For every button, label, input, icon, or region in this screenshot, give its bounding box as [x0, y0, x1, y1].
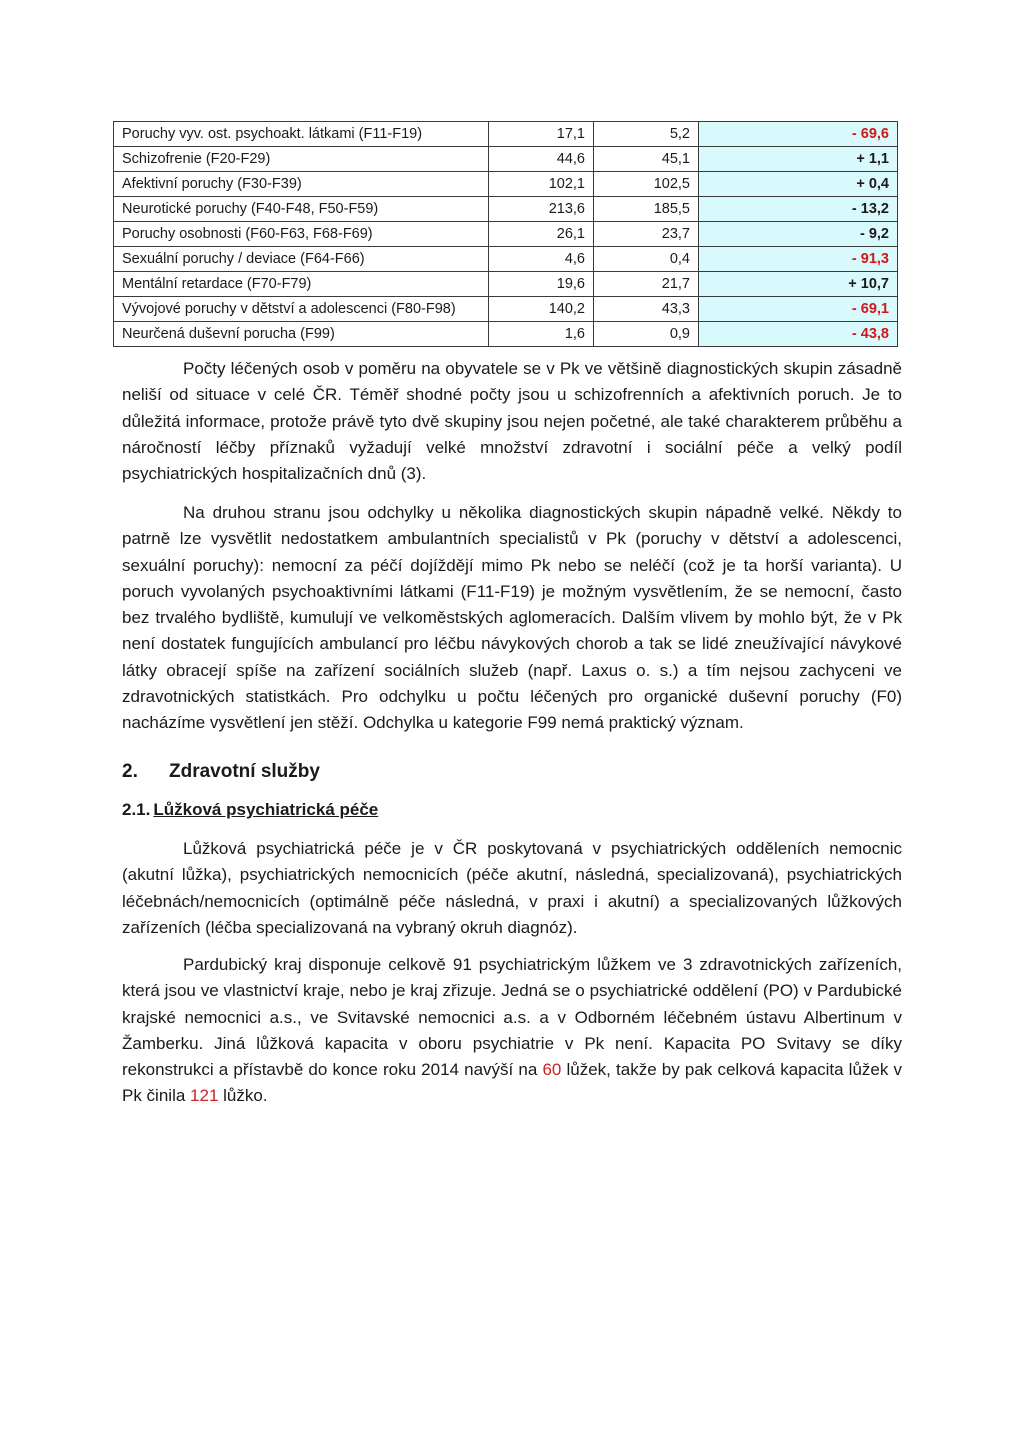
row-value-1: 140,2 — [489, 297, 594, 322]
row-label: Neurotické poruchy (F40-F48, F50-F59) — [114, 197, 489, 222]
table-row — [114, 197, 898, 222]
row-label: Sexuální poruchy / deviace (F64-F66) — [114, 247, 489, 272]
row-value-1: 102,1 — [489, 172, 594, 197]
row-value-2: 43,3 — [594, 297, 699, 322]
table-row — [114, 322, 898, 347]
row-label: Poruchy vyv. ost. psychoakt. látkami (F11-F19) — [114, 122, 489, 147]
row-value-2: 23,7 — [594, 222, 699, 247]
row-difference: - 13,2 — [699, 197, 898, 222]
row-value-2: 21,7 — [594, 272, 699, 297]
row-difference: + 10,7 — [699, 272, 898, 297]
row-value-2: 102,5 — [594, 172, 699, 197]
row-label: Mentální retardace (F70-F79) — [114, 272, 489, 297]
paragraph-inpatient-care: Lůžková psychiatrická péče je v ČR poskytovaná v psychiatrických odděleních nemocnic (akutní lůžka), psychiatrických nemocnicích (péče akutní, následná, specializovaná), psychiatrických léčebnách/nemocnicích (optimálně péče následná, v praxi i akutní) a specializovaných lůžkových zařízeních (léčba specializovaná na vybraný okruh diagnóz). — [122, 839, 902, 937]
row-value-1: 17,1 — [489, 122, 594, 147]
row-difference: - 91,3 — [699, 247, 898, 272]
row-value-2: 0,4 — [594, 247, 699, 272]
row-label: Vývojové poruchy v dětství a adolescenci (F80-F98) — [114, 297, 489, 322]
row-value-1: 44,6 — [489, 147, 594, 172]
row-label: Neurčená duševní porucha (F99) — [114, 322, 489, 347]
paragraph-deviations: Na druhou stranu jsou odchylky u několika diagnostických skupin nápadně velké. Někdy to patrně lze vysvětlit nedostatkem ambulantních specialistů v Pk (poruchy v dětství a adolescenci, sexuální poruchy): nemocní za péčí dojíždějí mimo Pk nebo se neléčí (což je ta horší varianta). U poruch vyvolaných psychoaktivními látkami (F11-F19) je možným vysvětlením, že se nemocní, často bez trvalého bydliště, kumulují ve velkoměstských aglomeracích. Dalším vlivem by mohlo být, že v Pk není dostatek fungujících ambulancí pro léčbu návykových chorob a tak se lidé zneužívající návykové látky obracejí spíše na zařízení sociálních služeb (např. Laxus o. s.) a tím nejsou zachyceni ve zdravotnických statistkách. Pro odchylku u počtu léčených pro organické duševní poruchy (F0) nacházíme vysvětlení jen stěží. Odchylka u kategorie F99 nemá praktický význam. — [122, 503, 902, 733]
row-difference: + 0,4 — [699, 172, 898, 197]
paragraph-comparison: Počty léčených osob v poměru na obyvatele se v Pk ve většině diagnostických skupin zásadně neliší od situace v celé ČR. Téměř shodné počty jsou u schizofrenních a afektivních poruch. Je to důležitá informace, protože právě tyto dvě skupiny jsou nejen početné, ale také charakterem průběhu a náročností léčby příznaků vyžadují velké množství zdravotní i sociální péče a velký podíl psychiatrických hospitalizačních dnů (3). — [122, 359, 902, 484]
capacity-total: 121 — [190, 1086, 219, 1106]
table-row — [114, 172, 898, 197]
row-difference: - 9,2 — [699, 222, 898, 247]
section-heading: 2. Zdravotní služby — [122, 761, 320, 782]
row-label: Schizofrenie (F20-F29) — [114, 147, 489, 172]
row-difference: - 43,8 — [699, 322, 898, 347]
row-label: Poruchy osobnosti (F60-F63, F68-F69) — [114, 222, 489, 247]
row-difference: - 69,6 — [699, 122, 898, 147]
paragraph-pardubice-capacity: Pardubický kraj disponuje celkově 91 psychiatrickým lůžkem ve 3 zdravotnických zařízeních, která jsou ve vlastnictví kraje, nebo je kraj zřizuje. Jedná se o psychiatrické oddělení (PO) v Pardubické krajské nemocnici a.s., ve Svitavské nemocnici a.s. a v Odborném léčebném ústavu Albertinum v Žamberku. Jiná lůžková kapacita v oboru psychiatrie v Pk není. Kapacita PO Svitavy se díky rekonstrukci a přístavbě do konce roku 2014 navýší na 60 lůžek, takže by pak celková kapacita lůžek v Pk činila 121 lůžko. — [122, 955, 902, 1106]
row-value-2: 0,9 — [594, 322, 699, 347]
row-value-1: 213,6 — [489, 197, 594, 222]
row-value-2: 45,1 — [594, 147, 699, 172]
table-row — [114, 272, 898, 297]
row-label: Afektivní poruchy (F30-F39) — [114, 172, 489, 197]
row-value-1: 4,6 — [489, 247, 594, 272]
row-value-1: 26,1 — [489, 222, 594, 247]
diagnosis-table — [113, 121, 898, 347]
row-value-2: 5,2 — [594, 122, 699, 147]
row-value-1: 1,6 — [489, 322, 594, 347]
table-row — [114, 222, 898, 247]
row-value-1: 19,6 — [489, 272, 594, 297]
capacity-svitavy: 60 — [542, 1060, 562, 1080]
row-value-2: 185,5 — [594, 197, 699, 222]
row-difference: + 1,1 — [699, 147, 898, 172]
table-row — [114, 247, 898, 272]
table-row — [114, 297, 898, 322]
subsection-heading: 2.1. Lůžková psychiatrická péče — [122, 800, 379, 819]
row-difference: - 69,1 — [699, 297, 898, 322]
table-row — [114, 147, 898, 172]
table-row — [114, 122, 898, 147]
